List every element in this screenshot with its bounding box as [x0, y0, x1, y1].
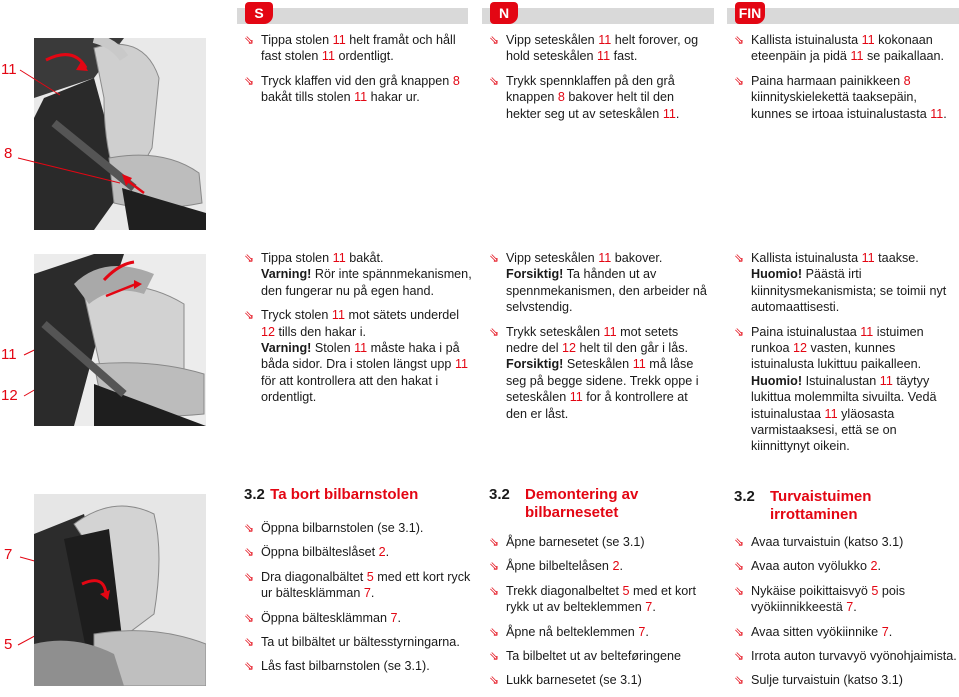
row2-sv-step2: ⇘ Tryck stolen 11 mot sätets underdel 12 tills den hakar i. Varning! Stolen 11 måste haka i på båda sidor. Dra i stolen längst upp 11 för att kontrollera att den hakat i ordentligt.	[244, 308, 469, 405]
row1-sv-step1: ⇘ Tippa stolen 11 helt framåt och håll fast stolen 11 ordentligt.	[244, 33, 456, 64]
section-no-step5: ⇘ Ta bilbeltet ut av belteføringene	[489, 649, 682, 664]
step-arrow-icon: ⇘	[734, 649, 745, 664]
language-badge-fi: FIN	[735, 2, 765, 24]
step-arrow-icon: ⇘	[244, 521, 255, 535]
row2-fi-step2: ⇘ Paina istuinalustaa 11 istuimen runkoa 12 vasten, kunnes istuinalusta lukittuu paikalleen. Huomio! Istuinalustan 11 täytyy lukittua molemmilta sivuilta. Vedä istuinalustaa 11 yläosasta varmistaaksesi, että se on kiinnittynyt oikein.	[734, 324, 937, 454]
section-no-step1: ⇘ Åpne barnesetet (se 3.1)	[489, 535, 645, 549]
section-no-step2: ⇘ Åpne bilbeltelåsen 2.	[489, 559, 623, 574]
step-arrow-icon: ⇘	[489, 649, 500, 664]
section-sv-step4: ⇘ Öppna bältesklämman 7.	[244, 610, 402, 625]
figure1-label-8: 8	[4, 145, 13, 162]
row2-no-step1: ⇘ Vipp seteskålen 11 bakover. Forsiktig! Ta hånden ut av spennmekanismen, den arbeider nå selvstendig.	[489, 251, 707, 315]
section-sv-column	[244, 486, 474, 683]
figure2-seat-tilt-back-photo	[34, 254, 206, 426]
section-no-step3: ⇘ Trekk diagonalbeltet 5 med et kort rykk ut av belteklemmen 7.	[489, 583, 696, 615]
section-fi-heading: 3.2 Turvaistuimen irrottaminen	[734, 488, 872, 523]
step-arrow-icon: ⇘	[244, 308, 255, 323]
row1-sv-column	[244, 32, 472, 114]
step-arrow-icon: ⇘	[489, 535, 500, 549]
step-arrow-icon: ⇘	[489, 324, 500, 339]
section-no-column	[489, 486, 713, 697]
row1-sv-step2: ⇘ Tryck klaffen vid den grå knappen 8 bakåt tills stolen 11 hakar ur.	[244, 73, 460, 105]
step-arrow-icon: ⇘	[489, 33, 500, 47]
step-arrow-icon: ⇘	[734, 324, 745, 339]
step-arrow-icon: ⇘	[244, 33, 255, 47]
row1-fi-column	[734, 32, 958, 130]
step-arrow-icon: ⇘	[489, 559, 500, 574]
row2-sv-step1: ⇘ Tippa stolen 11 bakåt. Varning! Rör inte spännmekanismen, den fungerar nu på egen hand.	[244, 251, 472, 298]
step-arrow-icon: ⇘	[244, 610, 255, 625]
figure2-label-11: 11	[1, 346, 17, 363]
figure3-seat-belt-removal-photo	[34, 494, 206, 686]
step-arrow-icon: ⇘	[734, 624, 745, 639]
language-badge-sv: S	[245, 2, 273, 24]
row2-fi-column	[734, 250, 958, 463]
step-arrow-icon: ⇘	[489, 73, 500, 88]
row2-no-column	[489, 250, 711, 430]
step-arrow-icon: ⇘	[244, 659, 255, 674]
row2-no-step2: ⇘ Trykk seteskålen 11 mot setets nedre del 12 helt til den går i lås. Forsiktig! Seteskålen 11 må låse seg på begge sidene. Trekk oppe i seteskålen 11 for å kontrollere at den er låst.	[489, 324, 699, 421]
step-arrow-icon: ⇘	[489, 251, 500, 265]
section-sv-step1: ⇘ Öppna bilbarnstolen (se 3.1).	[244, 521, 424, 535]
section-fi-step2: ⇘ Avaa auton vyölukko 2.	[734, 559, 882, 574]
row2-sv-column	[244, 250, 472, 414]
section-fi-step6: ⇘ Sulje turvaistuin (katso 3.1)	[734, 673, 903, 688]
section-no-step6: ⇘ Lukk barnesetet (se 3.1)	[489, 673, 642, 688]
step-arrow-icon: ⇘	[734, 33, 745, 47]
step-arrow-icon: ⇘	[489, 583, 500, 598]
row1-fi-step2: ⇘ Paina harmaan painikkeen 8 kiinnityskielekettä taaksepäin, kunnes se irtoaa istuinalustasta 11.	[734, 73, 947, 121]
figure3-label-7: 7	[4, 546, 13, 563]
step-arrow-icon: ⇘	[734, 583, 745, 598]
section-fi-step3: ⇘ Nykäise poikittaisvyö 5 pois vyökiinnikkeestä 7.	[734, 583, 906, 615]
figure1-label-11: 11	[1, 61, 17, 78]
step-arrow-icon: ⇘	[489, 673, 500, 688]
section-sv-step2: ⇘ Öppna bilbälteslåset 2.	[244, 545, 390, 560]
section-fi-column	[734, 488, 958, 697]
section-fi-step1: ⇘ Avaa turvaistuin (katso 3.1)	[734, 535, 904, 549]
step-arrow-icon: ⇘	[734, 559, 745, 574]
section-no-step4: ⇘ Åpne nå belteklemmen 7.	[489, 624, 649, 639]
section-fi-step5: ⇘ Irrota auton turvavyö vyönohjaimista.	[734, 649, 957, 664]
step-arrow-icon: ⇘	[244, 73, 255, 88]
figure3-label-5: 5	[4, 636, 13, 653]
section-sv-step3: ⇘ Dra diagonalbältet 5 med ett kort ryck ur bältesklämman 7.	[244, 569, 471, 601]
row1-fi-step1: ⇘ Kallista istuinalusta 11 kokonaan eteenpäin ja pidä 11 se paikallaan.	[734, 33, 945, 64]
figure1-seat-tilt-forward-photo	[34, 38, 206, 230]
figure2-label-12: 12	[1, 387, 18, 404]
section-sv-step6: ⇘ Lås fast bilbarnstolen (se 3.1).	[244, 659, 430, 674]
section-fi-step4: ⇘ Avaa sitten vyökiinnike 7.	[734, 624, 893, 639]
language-badge-no: N	[490, 2, 518, 24]
step-arrow-icon: ⇘	[489, 624, 500, 639]
step-arrow-icon: ⇘	[244, 251, 255, 265]
section-sv-step5: ⇘ Ta ut bilbältet ur bältesstyrningarna.	[244, 635, 460, 650]
section-sv-heading: 3.2 Ta bort bilbarnstolen	[244, 486, 419, 503]
row1-no-step2: ⇘ Trykk spennklaffen på den grå knappen 8 bakover helt til den hekter seg ut av seteskålen 11.	[489, 73, 680, 121]
step-arrow-icon: ⇘	[734, 673, 745, 688]
step-arrow-icon: ⇘	[734, 251, 745, 265]
section-no-heading: 3.2 Demontering av bilbarnesetet	[489, 486, 639, 521]
step-arrow-icon: ⇘	[734, 73, 745, 88]
row1-no-step1: ⇘ Vipp seteskålen 11 helt forover, og hold seteskålen 11 fast.	[489, 33, 699, 64]
step-arrow-icon: ⇘	[244, 569, 255, 584]
step-arrow-icon: ⇘	[734, 535, 745, 549]
step-arrow-icon: ⇘	[244, 635, 255, 650]
step-arrow-icon: ⇘	[244, 545, 255, 560]
row2-fi-step1: ⇘ Kallista istuinalusta 11 taakse. Huomio! Päästä irti kiinnitysmekanismista; se toimii nyt automaattisesti.	[734, 251, 947, 315]
row1-no-column	[489, 32, 711, 130]
